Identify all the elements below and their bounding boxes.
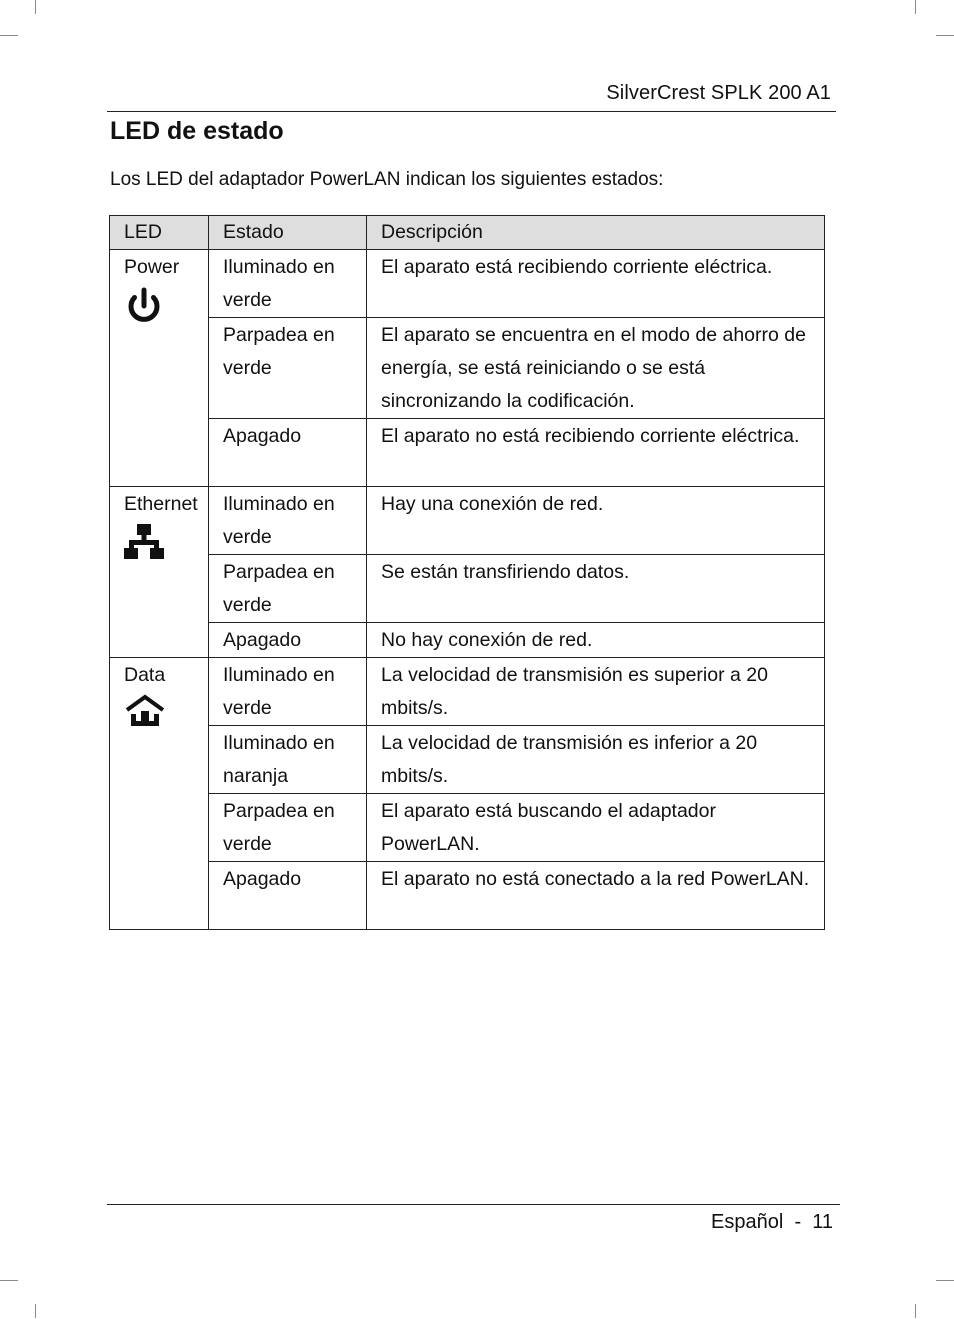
description-cell: La velocidad de transmisión es inferior a 20 mbits/s. [367, 726, 825, 794]
state-cell: Iluminado en naranja [209, 726, 367, 794]
state-cell: Iluminado en verde [209, 658, 367, 726]
table-row [110, 726, 825, 794]
footer-rule [107, 1204, 840, 1205]
intro-text: Los LED del adaptador PowerLAN indican los siguientes estados: [110, 169, 664, 190]
crop-mark [0, 35, 18, 36]
led-cell-data [110, 658, 209, 930]
header-rule [107, 111, 836, 112]
description-cell: Se están transfiriendo datos. [367, 555, 825, 623]
description-cell: El aparato no está recibiendo corriente eléctrica. [367, 419, 825, 487]
crop-mark [915, 0, 916, 14]
table-row [110, 555, 825, 623]
power-icon [124, 286, 164, 328]
header-description: Descripción [367, 216, 825, 250]
footer-page-number: 11 [812, 1211, 833, 1233]
header-state: Estado [209, 216, 367, 250]
footer-language: Español [711, 1211, 784, 1233]
table-row [110, 658, 825, 726]
crop-mark [936, 1280, 954, 1281]
table-header-row [110, 216, 825, 250]
state-cell: Parpadea en verde [209, 318, 367, 419]
section-title: LED de estado [110, 117, 284, 145]
state-cell: Iluminado en verde [209, 250, 367, 318]
led-status-table [109, 215, 825, 930]
table-row [110, 419, 825, 487]
state-cell: Parpadea en verde [209, 794, 367, 862]
led-cell-ethernet [110, 487, 209, 658]
description-cell: No hay conexión de red. [367, 623, 825, 658]
table-row [110, 623, 825, 658]
table-row [110, 794, 825, 862]
crop-mark [915, 1304, 916, 1318]
table-row [110, 487, 825, 555]
led-name: Data [124, 664, 166, 686]
crop-mark [0, 1280, 18, 1281]
state-cell: Iluminado en verde [209, 487, 367, 555]
description-cell: El aparato está buscando el adaptador PowerLAN. [367, 794, 825, 862]
description-cell: Hay una conexión de red. [367, 487, 825, 555]
home-network-icon [124, 694, 166, 730]
table-row [110, 250, 825, 318]
ethernet-network-icon [124, 523, 164, 561]
header-led: LED [110, 216, 209, 250]
description-cell: El aparato está recibiendo corriente eléctrica. [367, 250, 825, 318]
footer-separator: - [794, 1211, 802, 1233]
table-row [110, 318, 825, 419]
state-cell: Apagado [209, 623, 367, 658]
description-cell: El aparato se encuentra en el modo de ahorro de energía, se está reiniciando o se está sincronizando la codificación. [367, 318, 825, 419]
state-cell: Apagado [209, 419, 367, 487]
led-name: Ethernet [124, 493, 198, 515]
description-cell: El aparato no está conectado a la red PowerLAN. [367, 862, 825, 930]
footer-page-label [711, 1211, 833, 1234]
description-cell: La velocidad de transmisión es superior a 20 mbits/s. [367, 658, 825, 726]
crop-mark [35, 1304, 36, 1318]
header-title: SilverCrest SPLK 200 A1 [606, 82, 831, 104]
led-name: Power [124, 256, 180, 278]
state-cell: Parpadea en verde [209, 555, 367, 623]
state-cell: Apagado [209, 862, 367, 930]
table-row [110, 862, 825, 930]
crop-mark [936, 35, 954, 36]
led-cell-power [110, 250, 209, 487]
crop-mark [35, 0, 36, 14]
